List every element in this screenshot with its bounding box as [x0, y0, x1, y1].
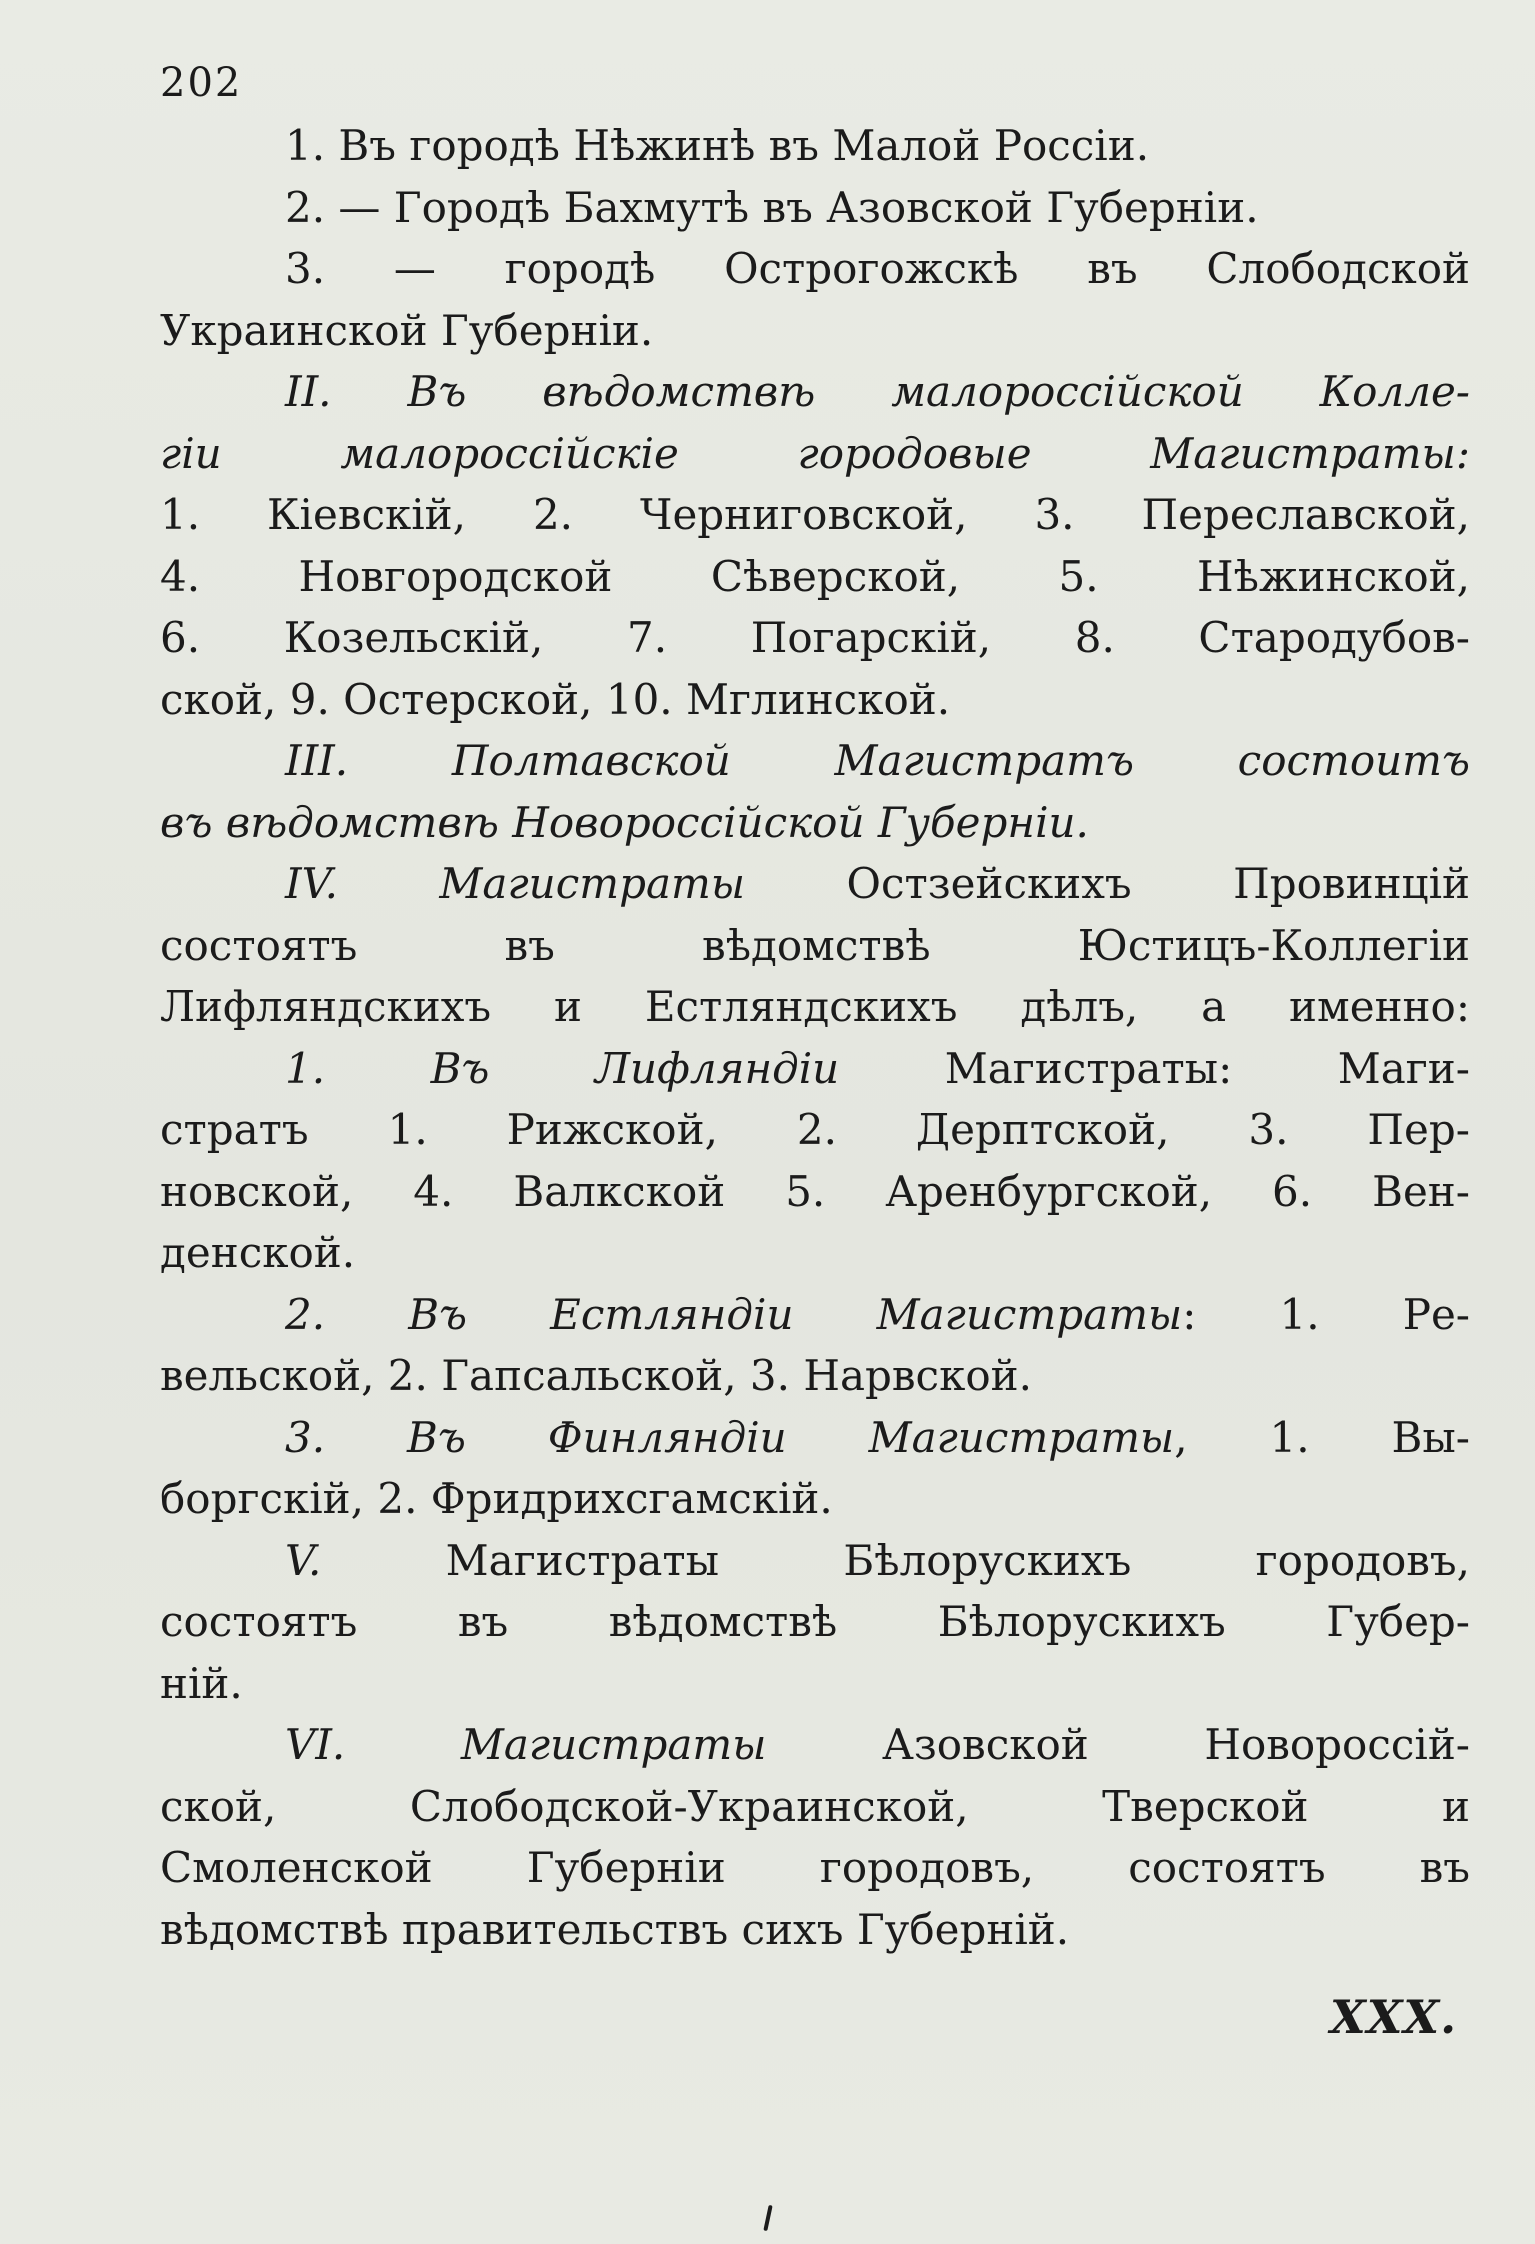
text-line: II. Въ вѣдомствѣ малороссійской Колле-: [285, 367, 1470, 416]
text-line: состоятъ въ вѣдомствѣ Бѣлорускихъ Губер-: [160, 1597, 1470, 1646]
text-line: VI. Магистраты Азовской Новороссій-: [285, 1720, 1470, 1769]
text-line: 1. Кіевскій, 2. Черниговской, 3. Переславской,: [160, 490, 1470, 539]
catchword: XXX.: [1330, 1990, 1458, 2044]
text-line: гіи малороссійскіе городовые Магистраты:: [160, 428, 1470, 478]
text-line: состоятъ въ вѣдомствѣ Юстицъ-Коллегіи: [160, 920, 1470, 970]
text-line: ній.: [160, 1658, 243, 1708]
body-text: [160, 115, 1470, 1960]
italic-run: V.: [285, 1535, 446, 1585]
text-line: 3. — городѣ Острогожскѣ въ Слободской: [285, 244, 1470, 293]
italic-run: 1. Въ Лифляндіи: [285, 1043, 840, 1093]
text-line: 3. Въ Финляндіи Магистраты, 1. Вы-: [285, 1412, 1470, 1462]
italic-run: IV. Магистраты: [285, 859, 746, 908]
text-line: 4. Новгородской Сѣверской, 5. Нѣжинской,: [160, 551, 1470, 601]
text-line: новской, 4. Валкской 5. Аренбургской, 6. Вен-: [160, 1166, 1470, 1216]
text-line: ской, Слободской-Украинской, Тверской и: [160, 1781, 1470, 1831]
italic-run: VI. Магистраты: [285, 1720, 767, 1769]
text-line: V. Магистраты Бѣлорускихъ городовъ,: [285, 1535, 1470, 1585]
text-line: денской.: [160, 1228, 356, 1277]
text-line: стратъ 1. Рижской, 2. Дерптской, 3. Пер-: [160, 1105, 1470, 1154]
text-line: Смоленской Губерніи городовъ, состоятъ въ: [160, 1843, 1470, 1892]
ink-mark: [763, 2205, 772, 2231]
text-line: Украинской Губерніи.: [160, 305, 654, 355]
text-line: 6. Козельскій, 7. Погарскій, 8. Стародубов-: [160, 613, 1470, 662]
text-line: боргскій, 2. Фридрихсгамскій.: [160, 1474, 833, 1523]
italic-run: 3. Въ Финляндіи Магистраты: [285, 1412, 1175, 1462]
text-line: 2. — Городѣ Бахмутѣ въ Азовской Губерніи.: [285, 182, 1259, 232]
text-line: вѣдомствѣ правительствъ сихъ Губерній.: [160, 1904, 1070, 1954]
text-line: Лифляндскихъ и Естляндскихъ дѣлъ, а именно:: [160, 982, 1470, 1031]
text-line: въ вѣдомствѣ Новороссійской Губерніи.: [160, 797, 1089, 847]
text-line: 2. Въ Естляндіи Магистраты: 1. Ре-: [285, 1289, 1470, 1339]
text-line: 1. Въ Лифляндіи Магистраты: Маги-: [285, 1043, 1470, 1093]
text-line: 1. Въ городѣ Нѣжинѣ въ Малой Россіи.: [285, 121, 1150, 170]
text-line: III. Полтавской Магистратъ состоитъ: [285, 736, 1470, 785]
text-line: вельской, 2. Гапсальской, 3. Нарвской.: [160, 1351, 1032, 1400]
italic-run: 2. Въ Естляндіи Магистраты: [285, 1289, 1183, 1339]
page-number: 202: [160, 60, 243, 106]
text-line: ской, 9. Остерской, 10. Мглинской.: [160, 674, 951, 724]
text-line: IV. Магистраты Остзейскихъ Провинцій: [285, 859, 1470, 908]
